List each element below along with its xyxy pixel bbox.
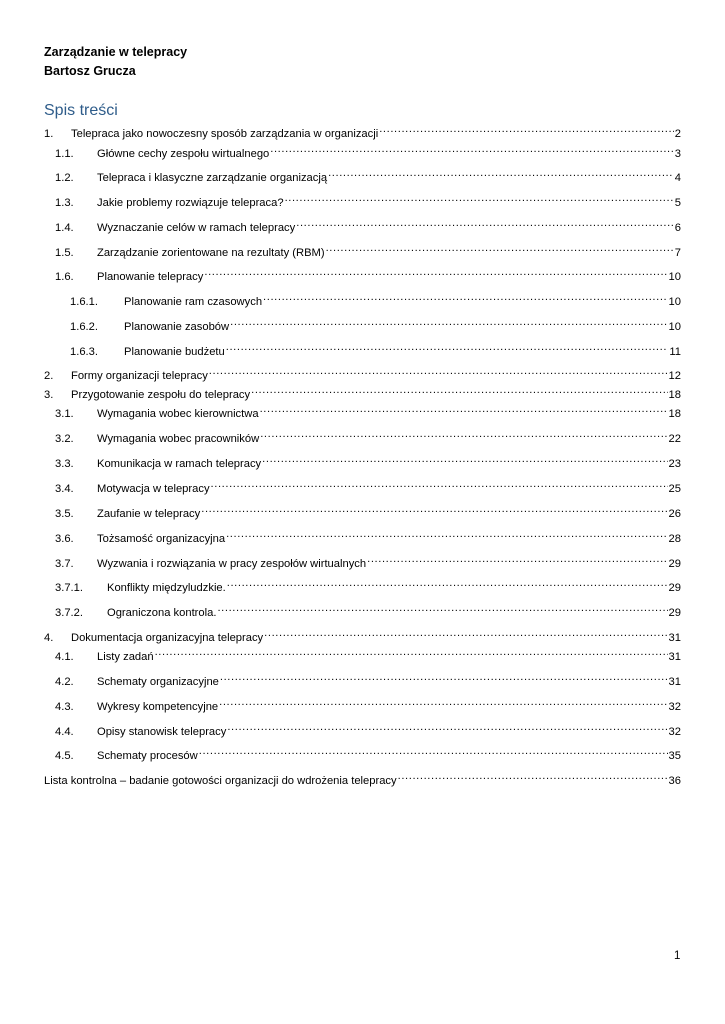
toc-entry-number: 3.7.1. [55,582,83,594]
toc-leader-dots [227,719,667,735]
toc-entry-title: Planowanie zasobów [124,321,230,333]
toc-heading: Spis treści [44,102,118,119]
toc-entry-4-5[interactable] [44,743,681,762]
toc-entry-number: 3. [44,389,54,401]
toc-leader-dots [204,264,667,280]
toc-entry-1-2[interactable] [44,165,681,184]
toc-entry-page: 36 [668,775,681,787]
toc-entry-3[interactable] [44,382,681,401]
toc-leader-dots [227,575,668,591]
toc-entry-title: Planowanie budżetu [124,346,225,358]
toc-entry-4[interactable] [44,625,681,644]
toc-entry-1-1[interactable] [44,141,681,160]
toc-leader-dots [220,669,668,685]
toc-entry-title: Formy organizacji telepracy [71,370,208,382]
toc-leader-dots [328,165,674,181]
toc-entry-page: 2 [674,128,681,140]
toc-entry-title: Schematy organizacyjne [97,676,219,688]
toc-entry-number: 1.1. [55,148,74,160]
toc-entry-title: Dokumentacja organizacyjna telepracy [71,632,264,644]
toc-entry-page: 32 [668,726,681,738]
toc-entry-page: 6 [674,222,681,234]
toc-entry-number: 3.2. [55,433,74,445]
document-title: Zarządzanie w telepracy [44,45,188,59]
toc-entry-number: 4.3. [55,701,74,713]
toc-entry-number: 1.6. [55,271,74,283]
toc-leader-dots [264,625,667,641]
toc-leader-dots [260,401,668,417]
toc-entry-3-5[interactable] [44,501,681,520]
toc-entry-title: Motywacja w telepracy [97,483,210,495]
toc-entry-number: 4.1. [55,651,74,663]
toc-entry-page: 5 [674,197,681,209]
toc-entry-title: Opisy stanowisk telepracy [97,726,227,738]
toc-entry-page: 18 [668,408,681,420]
toc-entry-3-1[interactable] [44,401,681,420]
toc-entry-page: 23 [668,458,681,470]
toc-entry-3-7-1[interactable] [44,575,681,594]
toc-entry-page: 31 [668,676,681,688]
toc-leader-dots [155,644,668,660]
toc-entry-title: Lista kontrolna – badanie gotowości organizacji do wdrożenia telepracy [44,775,397,787]
toc-leader-dots [251,382,667,398]
toc-entry-page: 3 [674,148,681,160]
toc-entry-page: 32 [668,701,681,713]
toc-entry-number: 1.6.2. [70,321,98,333]
toc-leader-dots [217,600,667,616]
toc-entry-title: Planowanie telepracy [97,271,204,283]
toc-entry-number: 3.3. [55,458,74,470]
toc-entry-1-6-1[interactable] [44,289,681,308]
toc-entry-number: 1.2. [55,172,74,184]
toc-entry-1-3[interactable] [44,190,681,209]
toc-entry-page: 11 [669,346,681,358]
toc-leader-dots [230,314,667,330]
toc-entry-page: 10 [668,271,681,283]
toc-entry-title: Konflikty międzyludzkie. [107,582,226,594]
toc-entry-1[interactable] [44,121,681,140]
toc-entry-number: 3.1. [55,408,74,420]
toc-entry-title: Główne cechy zespołu wirtualnego [97,148,270,160]
toc-entry-page: 12 [668,370,681,382]
toc-leader-dots [398,768,668,784]
toc-entry-number: 1.6.3. [70,346,98,358]
toc-leader-dots [285,190,674,206]
toc-leader-dots [201,501,667,517]
toc-leader-dots [209,363,668,379]
toc-entry-page: 26 [668,508,681,520]
toc-entry-4-1[interactable] [44,644,681,663]
toc-entry-3-2[interactable] [44,426,681,445]
toc-entry-3-7-2[interactable] [44,600,681,619]
document-author: Bartosz Grucza [44,64,136,78]
toc-entry-page: 10 [668,296,681,308]
toc-leader-dots [296,215,674,231]
toc-entry-number: 1.3. [55,197,74,209]
toc-entry-page: 4 [674,172,681,184]
toc-entry-title: Telepraca i klasyczne zarządzanie organizacją [97,172,328,184]
toc-entry-number: 4. [44,632,54,644]
toc-entry-page: 31 [668,632,681,644]
toc-entry-1-6[interactable] [44,264,681,283]
toc-entry-title: Zaufanie w telepracy [97,508,201,520]
toc-entry-4-2[interactable] [44,669,681,688]
toc-entry-title: Wyznaczanie celów w ramach telepracy [97,222,296,234]
toc-entry-page: 25 [668,483,681,495]
toc-entry-title: Listy zadań [97,651,154,663]
toc-leader-dots [262,451,667,467]
toc-entry-title: Planowanie ram czasowych [124,296,263,308]
toc-entry-1-6-2[interactable] [44,314,681,333]
toc-entry-number: 4.5. [55,750,74,762]
toc-entry-4-4[interactable] [44,719,681,738]
page-number: 1 [674,950,681,962]
toc-entry-page: 7 [674,247,681,259]
toc-entry-number: 1. [44,128,54,140]
toc-entry-3-7[interactable] [44,551,681,570]
toc-leader-dots [226,339,669,355]
toc-entry-number: 1.4. [55,222,74,234]
toc-leader-dots [199,743,668,759]
toc-entry-1-4[interactable] [44,215,681,234]
toc-entry-title: Jakie problemy rozwiązuje telepraca? [97,197,284,209]
toc-entry-3-6[interactable] [44,526,681,545]
toc-entry-2[interactable] [44,363,681,382]
toc-entry-1-6-3[interactable] [44,339,681,358]
toc-entry-page: 10 [668,321,681,333]
toc-entry-number: 3.7.2. [55,607,83,619]
toc-entry-title: Schematy procesów [97,750,198,762]
toc-entry-number: 3.6. [55,533,74,545]
toc-leader-dots [326,240,674,256]
toc-leader-dots [270,141,674,157]
toc-entry-title: Komunikacja w ramach telepracy [97,458,262,470]
toc-entry-page: 29 [668,558,681,570]
toc-entry-title: Zarządzanie zorientowane na rezultaty (RBM) [97,247,325,259]
toc-entry-page: 31 [668,651,681,663]
toc-entry-3-4[interactable] [44,476,681,495]
toc-entry-page: 29 [668,582,681,594]
toc-leader-dots [219,694,667,710]
toc-entry-title: Wykresy kompetencyjne [97,701,219,713]
toc-leader-dots [367,551,667,567]
toc-entry-page: 35 [668,750,681,762]
toc-leader-dots [379,121,674,137]
toc-entry-page: 28 [668,533,681,545]
toc-entry-number: 4.2. [55,676,74,688]
toc-entry-4-3[interactable] [44,694,681,713]
toc-entry-title: Telepraca jako nowoczesny sposób zarządzania w organizacji [71,128,379,140]
toc-entry-number: 3.5. [55,508,74,520]
toc-entry-number: 1.6.1. [70,296,98,308]
toc-entry-checklist[interactable] [44,768,681,787]
toc-entry-title: Przygotowanie zespołu do telepracy [71,389,251,401]
toc-entry-page: 29 [668,607,681,619]
toc-leader-dots [260,426,667,442]
toc-entry-number: 4.4. [55,726,74,738]
toc-entry-page: 18 [668,389,681,401]
toc-entry-title: Ograniczona kontrola. [107,607,217,619]
toc-entry-number: 3.4. [55,483,74,495]
toc-entry-number: 1.5. [55,247,74,259]
toc-entry-title: Wymagania wobec pracowników [97,433,260,445]
toc-entry-page: 22 [668,433,681,445]
toc-entry-number: 2. [44,370,54,382]
toc-entry-number: 3.7. [55,558,74,570]
toc-entry-title: Wyzwania i rozwiązania w pracy zespołów wirtualnych [97,558,367,570]
toc-entry-1-5[interactable] [44,240,681,259]
toc-leader-dots [211,476,668,492]
toc-leader-dots [226,526,667,542]
toc-leader-dots [263,289,668,305]
toc-entry-title: Wymagania wobec kierownictwa [97,408,259,420]
toc-entry-title: Tożsamość organizacyjna [97,533,226,545]
toc-entry-3-3[interactable] [44,451,681,470]
